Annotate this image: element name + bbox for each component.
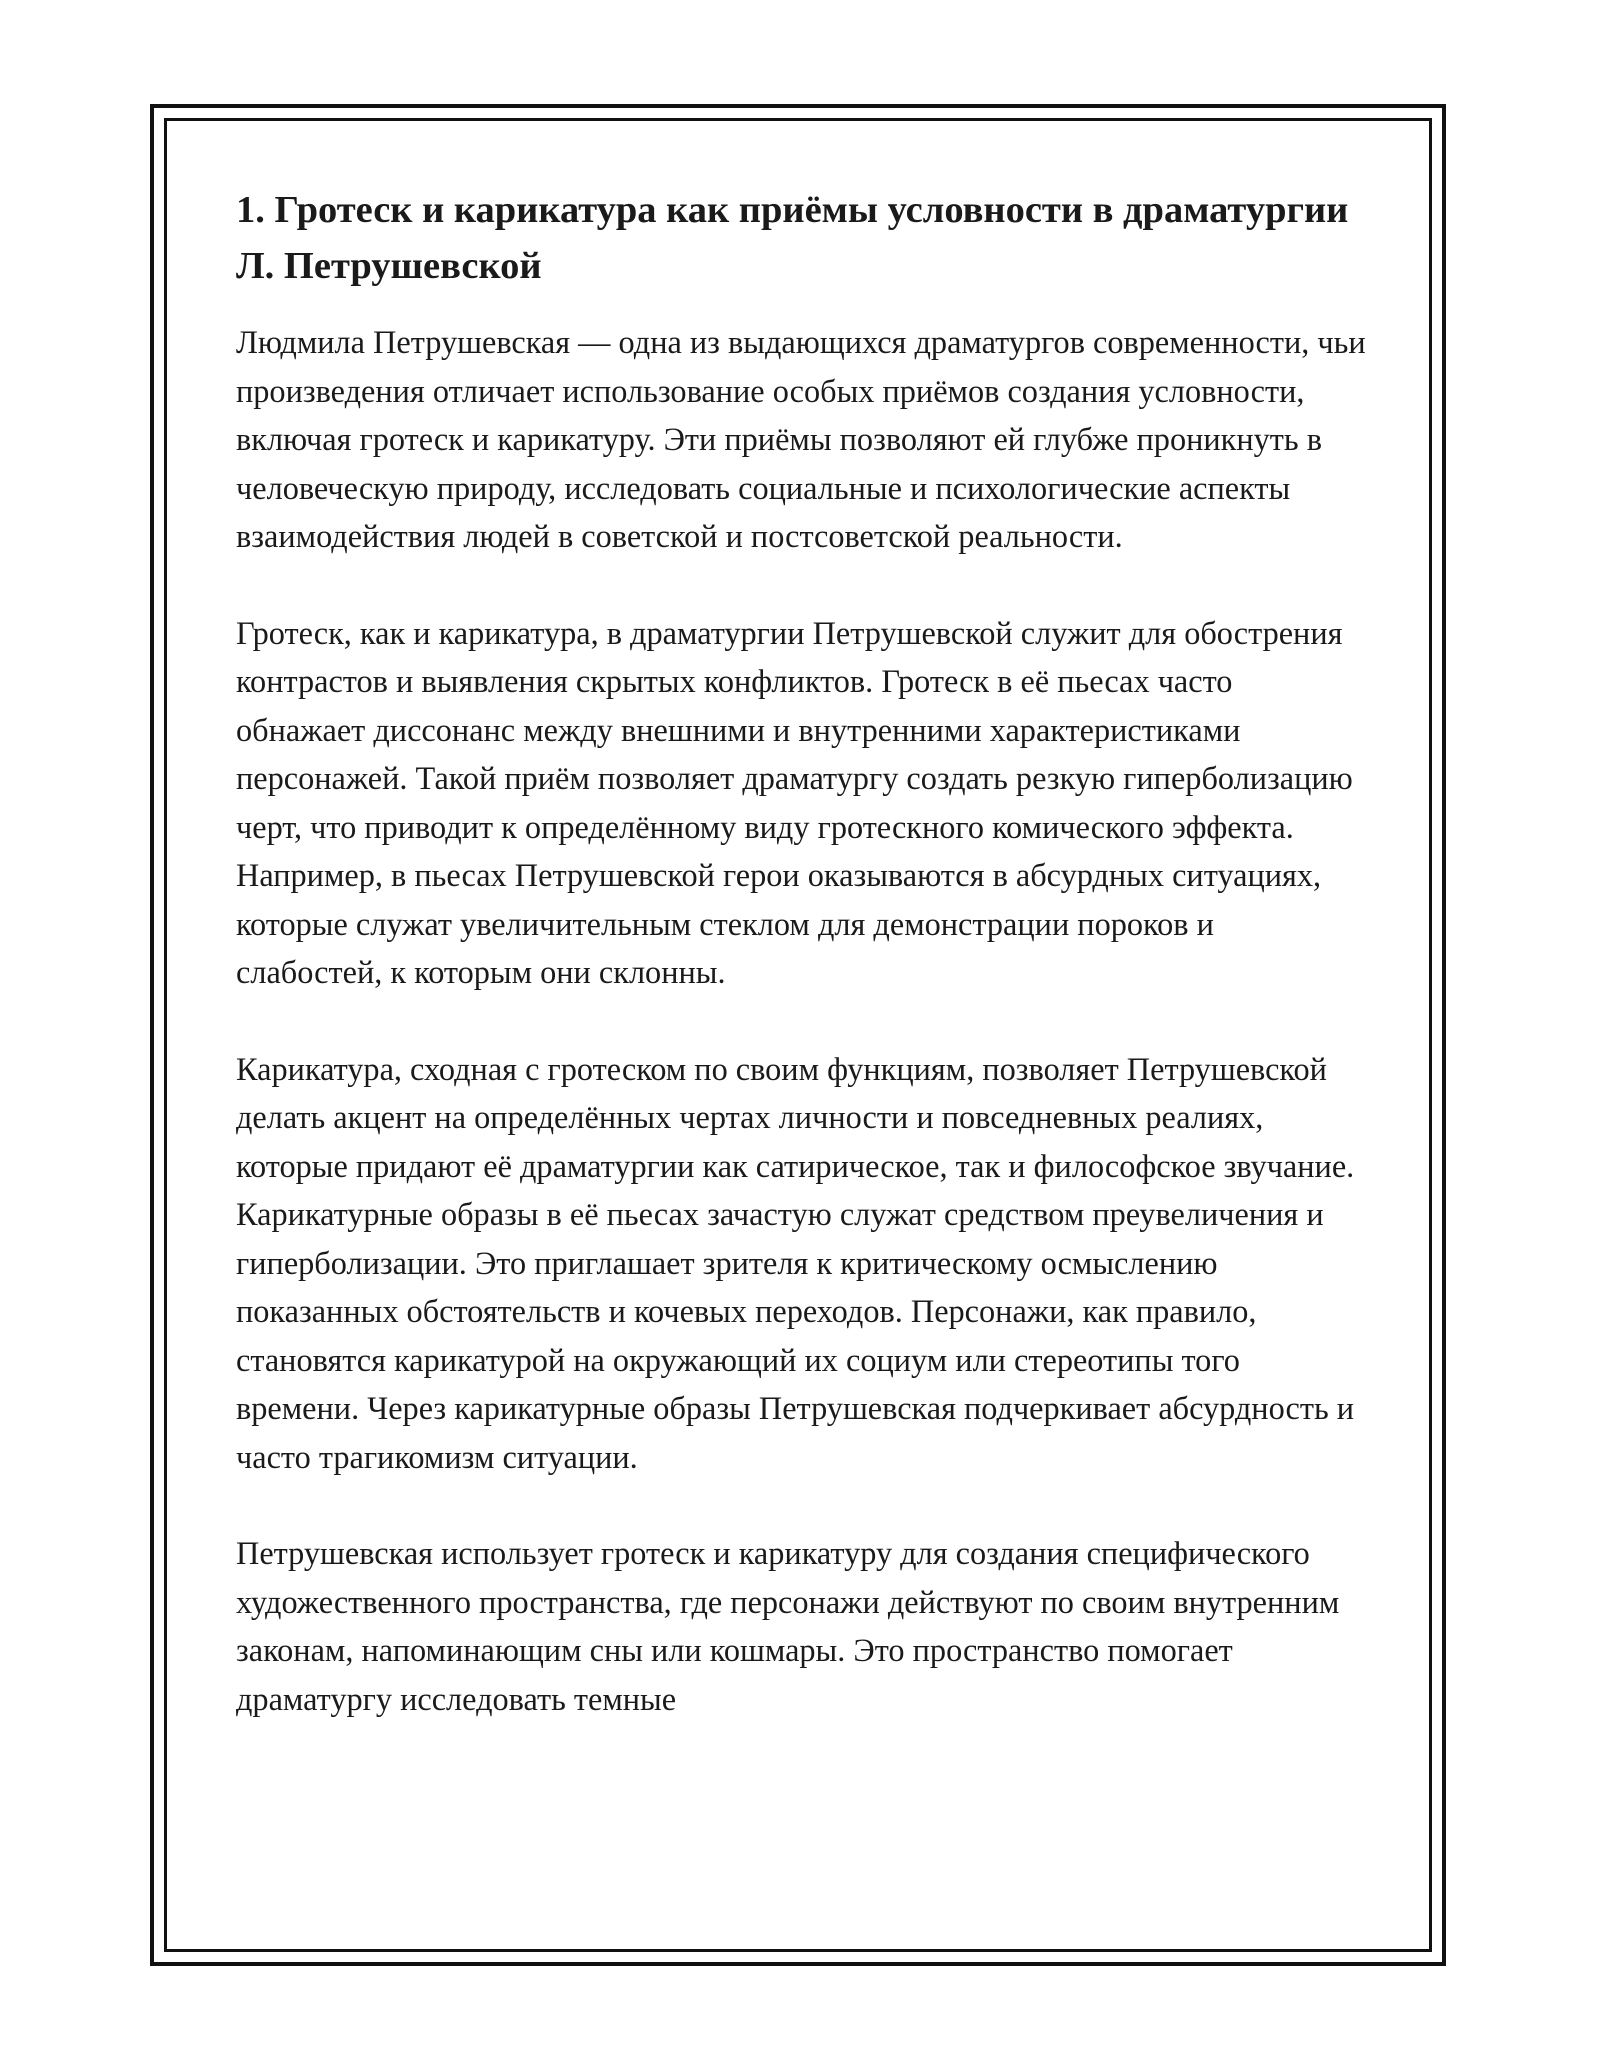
- document-title: 1. Гротеск и карикатура как приёмы условности в драматургии Л. Петрушевской: [236, 189, 1349, 287]
- paragraph-2: Гротеск, как и карикатура, в драматургии Петрушевской служит для обострения контрастов и выявления скрытых конфликтов. Гротеск в её пьесах часто обнажает диссонанс между внешними и внутренними характеристиками персонажей. Такой приём позволяет драматургу создать резкую гиперболизацию черт, что приводит к определённому виду гротескного комического эффекта. Например, в пьесах Петрушевской герои оказываются в абсурдных ситуациях, которые служат увеличительным стеклом для демонстрации пороков и слабостей, к которым они склонны.: [236, 614, 1353, 990]
- paragraph-4: Петрушевская использует гротеск и карикатуру для создания специфического художественного пространства, где персонажи действуют по своим внутренним законам, напоминающим сны или кошмары. Это пространство помогает драматургу исследовать темные: [236, 1535, 1340, 1717]
- paragraph-1: Людмила Петрушевская — одна из выдающихся драматургов современности, чьи произведения отличает использование особых приёмов создания условности, включая гротеск и карикатуру. Эти приёмы позволяют ей глубже проникнуть в человеческую природу, исследовать социальные и психологические аспекты взаимодействия людей в советской и постсоветской реальности.: [236, 324, 1366, 554]
- paragraph-3: Карикатура, сходная с гротеском по своим функциям, позволяет Петрушевской делать акцент на определённых чертах личности и повседневных реалиях, которые придают её драматургии как сатирическое, так и философское звучание. Карикатурные образы в её пьесах зачастую служат средством преувеличения и гиперболизации. Это приглашает зрителя к критическому осмыслению показанных обстоятельств и кочевых переходов. Персонажи, как правило, становятся карикатурой на окружающий их социум или стереотипы того времени. Через карикатурные образы Петрушевская подчеркивает абсурдность и часто трагикомизм ситуации.: [236, 1050, 1355, 1475]
- document-body: [236, 182, 1366, 1771]
